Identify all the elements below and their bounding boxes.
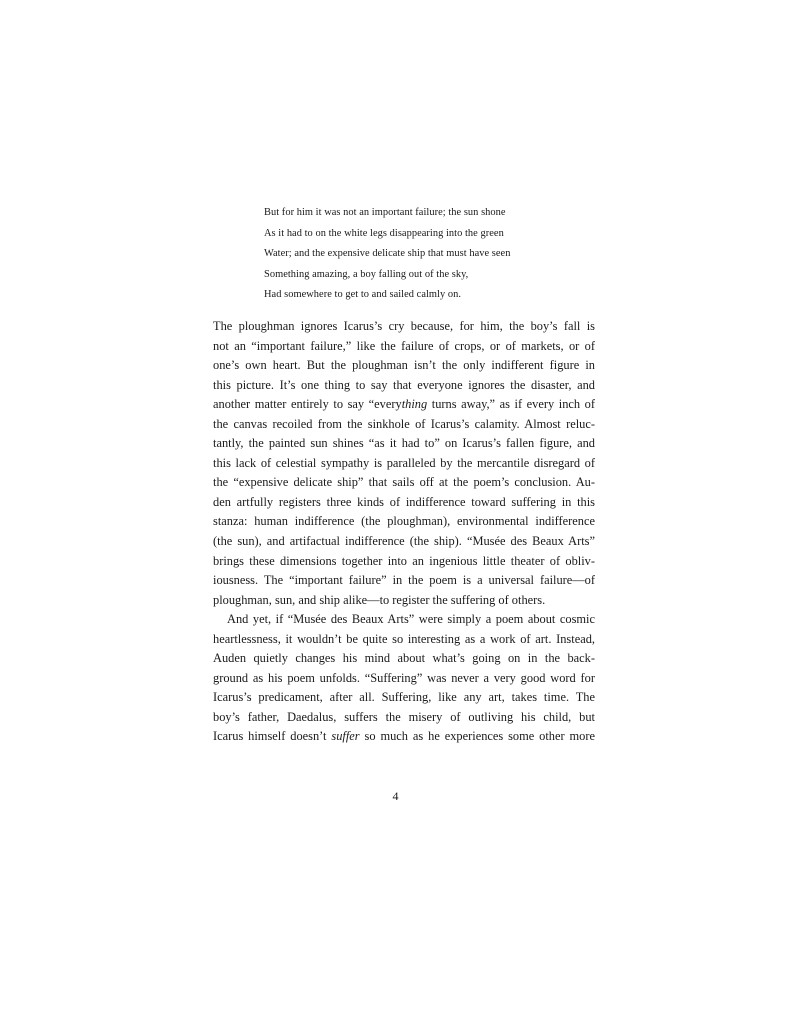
verse-line: Water; and the expensive delicate ship that must have seen xyxy=(264,248,511,260)
text-line: Auden quietly changes his mind about what’s going on in the back- xyxy=(213,651,595,666)
text-line: the “expensive delicate ship” that sails off at the poem’s conclusion. Au- xyxy=(213,475,595,490)
text-line xyxy=(213,395,595,415)
text-line xyxy=(213,727,595,747)
text-line: heartlessness, it wouldn’t be quite so interesting as a work of art. Instead, xyxy=(213,631,595,646)
body-text xyxy=(213,317,595,747)
page-number: 4 xyxy=(392,789,399,803)
paragraph-2 xyxy=(213,610,595,747)
text-line: den artfully registers three kinds of indifference toward suffering in this xyxy=(213,494,595,509)
emphasis-text: thing xyxy=(401,397,428,412)
text-line: The ploughman ignores Icarus’s cry because, for him, the boy’s fall is xyxy=(213,319,595,333)
text-line: stanza: human indifference (the ploughman), environmental indifference xyxy=(213,514,595,529)
text-line: brings these dimensions together into an ingenious little theater of obliv- xyxy=(213,553,595,568)
text-line: this picture. It’s one thing to say that everyone ignores the disaster, and xyxy=(213,377,595,392)
text-line: Icarus’s predicament, after all. Suffering, like any art, takes time. The xyxy=(213,690,595,705)
text-run: so much as he experiences some other more xyxy=(359,729,595,744)
text-run: Icarus himself doesn’t xyxy=(213,729,332,744)
text-line: the canvas recoiled from the sinkhole of Icarus’s calamity. Almost reluc- xyxy=(213,416,595,431)
text-line: tantly, the painted sun shines “as it had to” on Icarus’s fallen figure, and xyxy=(213,436,595,451)
text-line: ground as his poem unfolds. “Suffering” was never a very good word for xyxy=(213,670,595,685)
text-line: ploughman, sun, and ship alike—to register the suffering of others. xyxy=(213,592,546,607)
text-line: not an “important failure,” like the failure of crops, or of markets, or of xyxy=(213,338,595,353)
text-run: another matter entirely to say “every xyxy=(213,397,402,412)
verse-line: Had somewhere to get to and sailed calmly on. xyxy=(264,289,462,301)
text-line: (the sun), and artifactual indifference (the ship). “Musée des Beaux Arts” xyxy=(213,534,595,549)
text-line: boy’s father, Daedalus, suffers the misery of outliving his child, but xyxy=(213,709,595,724)
text-run: turns away,” as if every inch of xyxy=(427,397,595,412)
text-line: iousness. The “important failure” in the poem is a universal failure—of xyxy=(213,573,595,588)
paragraph-1 xyxy=(213,317,595,610)
text-line: And yet, if “Musée des Beaux Arts” were simply a poem about cosmic xyxy=(227,612,595,627)
verse-line: Something amazing, a boy falling out of the sky, xyxy=(264,268,469,280)
verse-line: As it had to on the white legs disappearing into the green xyxy=(264,227,504,239)
verse-line: But for him it was not an important failure; the sun shone xyxy=(264,207,506,218)
text-line: one’s own heart. But the ploughman isn’t the only indifferent figure in xyxy=(213,358,595,373)
emphasis-text: suffer xyxy=(331,729,360,744)
verse-quotation xyxy=(264,203,604,306)
text-line: this lack of celestial sympathy is paralleled by the mercantile disregard of xyxy=(213,455,595,470)
